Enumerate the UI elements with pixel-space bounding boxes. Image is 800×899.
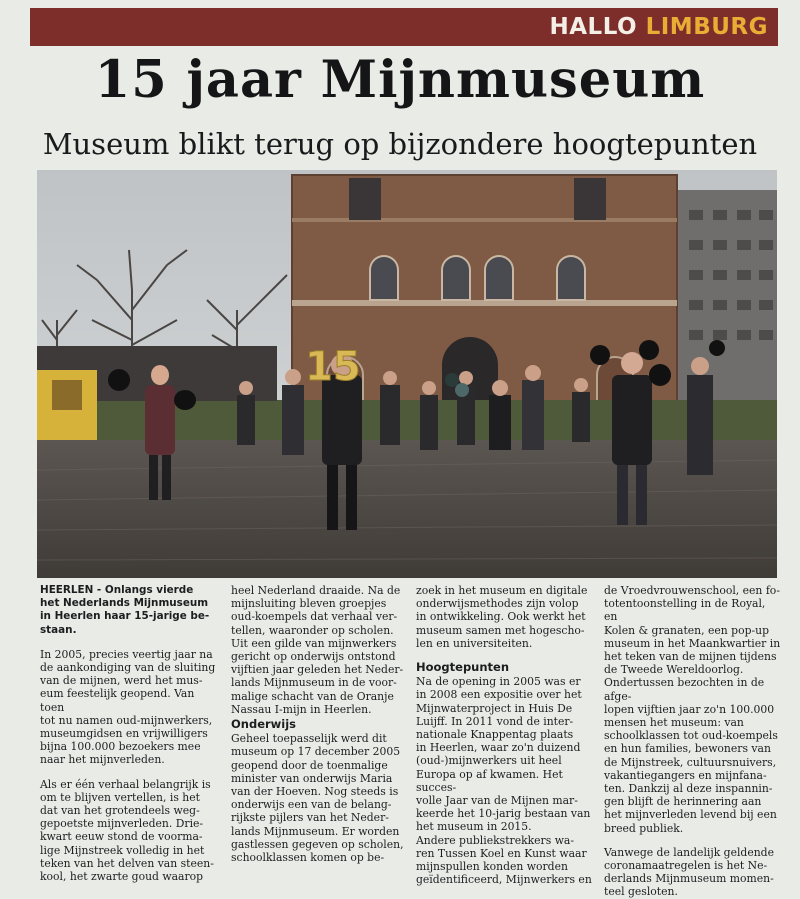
paved-square	[37, 440, 777, 578]
section-heading: Onderwijs	[231, 717, 297, 732]
section-heading: Hoogtepunten	[416, 660, 510, 675]
article-headline: 15 jaar Mijnmuseum	[94, 50, 706, 110]
section-label	[549, 13, 768, 41]
photo-illustration	[37, 170, 777, 578]
paragraph: zoek in het museum en digitale onderwijsmethodes zijn volop in ontwikkeling. Ook werkt het museum samen met hogescho- len en universiteiten.	[416, 584, 588, 650]
paragraph: Geheel toepasselijk werd dit museum op 17 december 2005 geopend door de toenmalige minister van onderwijs Maria van der Hoeven. Nog steeds is onderwijs een van de belang- rijkste pijlers van het Neder- lands Mijnmuseum. Er worden gastlessen gegeven op scholen, schoolklassen komen op be-	[231, 732, 404, 865]
article-body	[40, 584, 781, 899]
article-photo	[37, 170, 777, 578]
section-label-part1: HALLO	[549, 14, 638, 40]
article-subheadline: Museum blikt terug op bijzondere hoogtepunten	[42, 127, 758, 161]
paragraph: heel Nederland draaide. Na de mijnsluiting bleven groepjes oud-koempels dat verhaal ver- tellen, waaronder op scholen. Uit een gilde van mijnwerkers gericht op onderwijs ontstond vijftien jaar geleden het Neder- lands Mijnmuseum in de voor- malige schacht van de Oranje Nassau I-mijn in Heerlen.	[231, 584, 404, 716]
column-2	[231, 584, 409, 864]
paragraph: Vanwege de landelijk geldende coronamaatregelen is het Ne- derlands Mijnmuseum momen- teel gesloten.	[604, 845, 774, 899]
paragraph: In 2005, precies veertig jaar na de aankondiging van de sluiting van de mijnen, werd het mus- eum feestelijk geopend. Van toen tot nu namen oud-mijnwerkers, museumgidsen en vrijwilligers bijna 100.000 bezoekers mee naar het mijnverleden.	[40, 647, 216, 767]
paragraph: Als er één verhaal belangrijk is om te blijven vertellen, is het dat van het grotendeels weg- gepoetste mijnverleden. Drie- kwart eeuw stond de voorma- lige Mijnstreek volledig in het teken van het delven van steen- kool, het zwarte goud waarop	[40, 777, 214, 884]
lead-paragraph: HEERLEN - Onlangs vierde het Nederlands Mijnmuseum in Heerlen haar 15-jarige be- staan.	[40, 584, 210, 636]
balloon-15: 15	[305, 344, 361, 390]
column-4	[604, 584, 782, 899]
paragraph: Na de opening in 2005 was er in 2008 een expositie over het Mijnwaterproject in Huis De Luijff. In 2011 vond de inter- nationale Knappentag plaats in Heerlen, waar zo'n duizend (oud-)mijnwerkers uit heel Europa op af kwamen. Het succes- volle Jaar van de Mijnen mar- keerde het 10-jarig bestaan van het museum in 2015. Andere publiekstrekkers wa- ren Tussen Koel en Kunst waar mijnspullen konden worden geïdentificeerd, Mijnwerkers en	[416, 675, 592, 887]
section-label-part2: LIMBURG	[645, 14, 768, 40]
column-3	[416, 584, 594, 886]
section-banner	[30, 8, 778, 46]
paragraph: de Vroedvrouwenschool, een fo- totentoonstelling in de Royal, en Kolen & granaten, een pop-up museum in het Maankwartier in het teken van de mijnen tijdens de Tweede Wereldoorlog. Ondertussen bezochten in de afge- lopen vijftien jaar zo'n 100.000 mensen het museum: van schoolklassen tot oud-koempels en hun families, bewoners van de Mijnstreek, cultuursnuivers, vakantiegangers en mijnfana- ten. Dankzij al deze inspannin- gen blijft de herinnering aan het mijnverleden levend bij een breed publiek.	[604, 584, 781, 835]
column-1	[40, 584, 218, 883]
